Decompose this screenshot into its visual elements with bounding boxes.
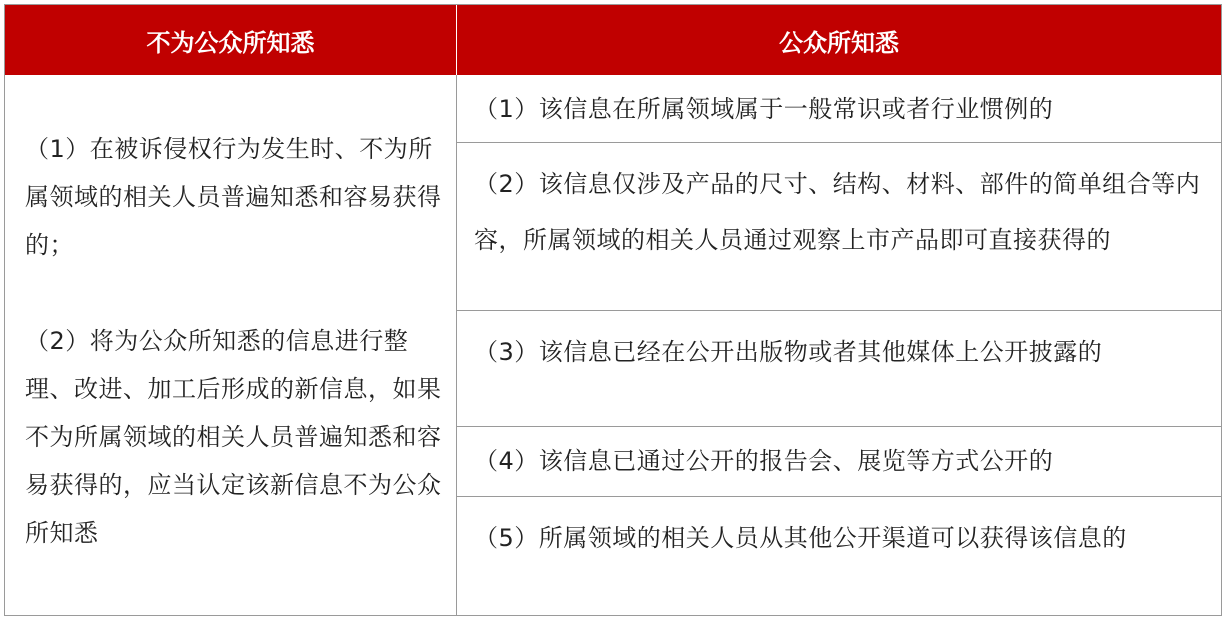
header-not-public: 不为公众所知悉 bbox=[5, 5, 457, 75]
public-item-4: （4）该信息已通过公开的报告会、展览等方式公开的 bbox=[457, 427, 1221, 497]
public-item-5: （5）所属领域的相关人员从其他公开渠道可以获得该信息的 bbox=[474, 524, 1127, 552]
comparison-table bbox=[4, 4, 1222, 616]
public-item-2: （2）该信息仅涉及产品的尺寸、结构、材料、部件的简单组合等内容，所属领域的相关人员通过观察上市产品即可直接获得的 bbox=[457, 143, 1221, 311]
not-public-item-2: （2）将为公众所知悉的信息进行整理、改进、加工后形成的新信息，如果不为所属领域的相关人员普遍知悉和容易获得的，应当认定该新信息不为公众所知悉 bbox=[25, 327, 442, 547]
not-public-item-1: （1）在被诉侵权行为发生时、不为所属领域的相关人员普遍知悉和容易获得的； bbox=[25, 135, 442, 259]
public-item-1: （1）该信息在所属领域属于一般常识或者行业惯例的 bbox=[457, 75, 1221, 143]
header-public: 公众所知悉 bbox=[457, 5, 1221, 75]
not-public-column bbox=[5, 75, 457, 615]
public-column bbox=[457, 75, 1221, 615]
public-item-3: （3）该信息已经在公开出版物或者其他媒体上公开披露的 bbox=[457, 311, 1221, 427]
